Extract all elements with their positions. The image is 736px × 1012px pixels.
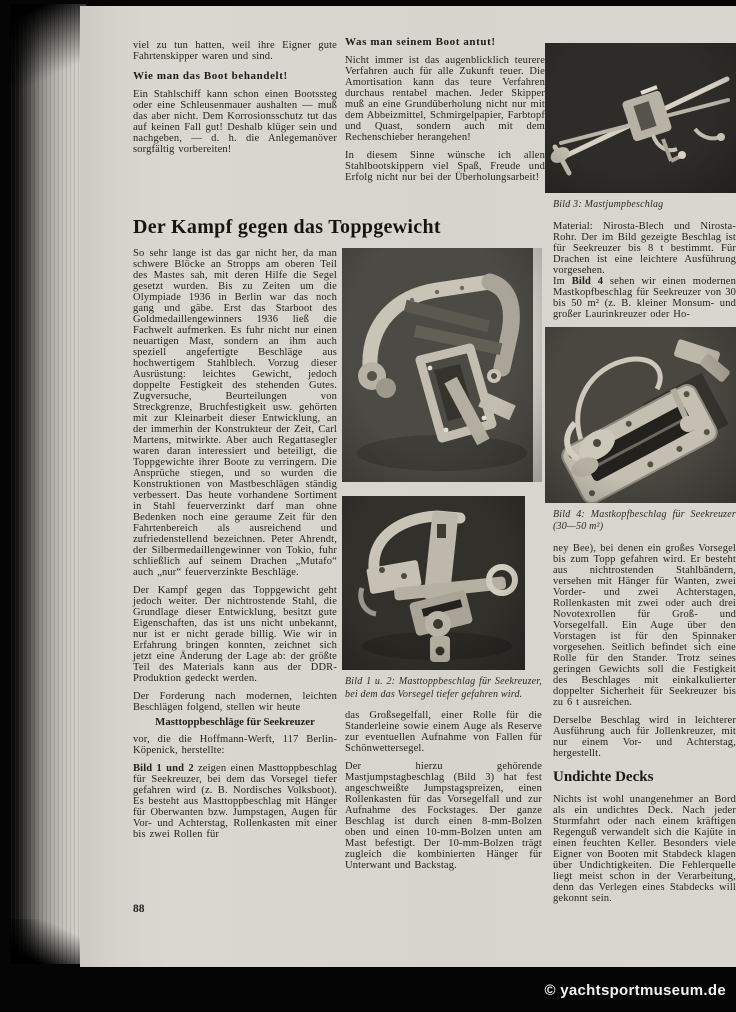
heading-wie-man-das-boot-behandelt: Wie man das Boot behandelt! <box>133 70 288 82</box>
para-stahlschiff: Ein Stahlschiff kann schon einen Bootssteg oder eine Schleusenmauer aushalten — muß das aber nicht. Dem Korrosionsschutz tut das auf keinen Fall gut! Deshalb klüger sein und nachgeben, — d. h. die Anlegemanöver sorgfältig vorbereiten! <box>133 89 337 155</box>
column-3 <box>545 43 736 911</box>
subheading-masttoppbeschlaege: Masttoppbeschläge für Seekreuzer <box>155 716 315 728</box>
watermark-yachtsportmuseum: © yachtsportmuseum.de <box>544 982 726 999</box>
para-in-diesem-sinne: In diesem Sinne wünsche ich allen Stahlbootskippern viel Spaß, Freude und Erfolg nicht nur bei der Überholungsarbeit! <box>345 150 545 183</box>
bild-1-2-reference: Bild 1 und 2 <box>133 763 194 774</box>
column-2-main <box>342 248 542 878</box>
heading-was-man-seinem-boot-antut: Was man seinem Boot antut! <box>345 36 496 48</box>
article-headline: Der Kampf gegen das Toppgewicht <box>133 216 441 238</box>
para-im-bild-4-text: sehen wir einen modernen Mastkopfbeschlag für Seekreuzer von 30 bis 50 m² (z. B. kleiner Monsum- und großer Laurinkreuzer oder Ho- <box>553 275 736 320</box>
para-bild-1-und-2-text: zeigen einen Masttoppbeschlag für Seekreuzer, bei dem das Vorsegel tiefer gefahren wird (z. B. Nordisches Volksboot). Es besteht aus Masttoppbeschlag mit Hänger für Oberwanten bzw. Jumpstagen, Augen für Vor- und Achterstag, Rollenkasten mit einer bis zwei Rollen für <box>133 763 337 840</box>
figure-3-illustration <box>545 43 736 193</box>
figure-1-illustration <box>342 248 533 482</box>
para-bild-1-und-2 <box>133 763 337 840</box>
para-derselbe-beschlag: Derselbe Beschlag wird in leichterer Ausführung auch für Jollenkreuzer, mit nur einem Vor- und Achterstag, hergestellt. <box>553 714 736 759</box>
para-undichtes-deck: Nichts ist wohl unangenehmer an Bord als ein undichtes Deck. Nach jeder Sturmfahrt oder nach einem kräftigen Regenguß verwandelt sich die Kajüte in einen feuchten Keller. Besonders viele Eigner von Booten mit Stabdeck klagen über Undichtigkeiten. Die Fehlerquelle liegt meist schon in der Verarbeitung, denn das Verlegen eines Stabdecks will gekonnt sein. <box>553 793 736 904</box>
figure-2-photo-masttoppbeschlag <box>342 496 525 670</box>
para-ney-bee: ney Bee), bei denen ein großes Vorsegel bis zum Topp gefahren wird. Er besteht aus nichtrostenden Stahlbändern, versehen mit Hänger für Wanten, zwei Vorder- und zwei Achterstagen, Rollenkasten mit zwei oder auch drei Novotexrollen für Groß- und Vorsegelfall. Ein Auge über den Vorstagen ist für den Spinnaker vorgesehen. Seitlich befindet sich eine Rolle für den Stander. Trotz seines geringen Gewichts soll die Festigkeit des Beschlages mit einkalkulierter doppelter Sicherheit für Seekreuzer bis zu 6 t ausreichen. <box>553 542 736 708</box>
caption-figure-3: Bild 3: Mastjumpbeschlag <box>553 199 664 210</box>
heading-undichte-decks: Undichte Decks <box>553 768 654 785</box>
para-nicht-immer: Nicht immer ist das augenblicklich teurere Verfahren auch für alle Zukunft teuer. Die Amortisation kann das teure Verfahren durchaus rentabel machen. Jeder Skipper muß an eine Grundüberholung nicht nur mit dem Abbeizmittel, Schmirgelpapier, Farbtopf und Quast, sondern auch mit dem Rechenschieber herangehen! <box>345 55 545 143</box>
book-page-edges <box>10 4 86 964</box>
column-1-top <box>133 40 337 162</box>
column-2-top <box>345 36 545 190</box>
figure-2-illustration <box>342 496 525 670</box>
figure-1-photo-masttoppbeschlag <box>342 248 542 482</box>
bild-4-reference: Bild 4 <box>571 275 604 287</box>
para-im-bild-4-pre: Im <box>553 275 572 287</box>
para-grosssegelfall: das Großsegelfall, einer Rolle für die Standerleine sowie einem Auge als Reserve zur eventuellen Aufnahme von Fallen für Schönwettersegel. <box>345 710 542 754</box>
figure-3-photo-mastjumpbeschlag <box>545 43 736 193</box>
para-so-sehr-lange: So sehr lange ist das gar nicht her, da man schwere Blöcke an Stropps am oberen Teil des Mastes sah, mit deren Hilfe die Segel gesetzt wurden. Bis zu Zeiten um die Olympiade 1936 in Berlin war das noch gang und gäbe. Erst das Starboot des Goldmedaillengewinners 1936 ließ die Fachwelt aufmerken. Es fuhr nicht nur einen neuartigen Mast, sondern an ihm auch speziell angefertigte Beschläge aus hochwertigem Stahlblech. Vorzug dieser Ausrüstung: leichtes Gewicht, jedoch doppelte Festigkeit des stehenden Gutes. Zugversuche, Beurteilungen von Streckgrenze, Bruchfestigkeit usw. gehörten mit zur Kleinarbeit dieser Entwicklung, an der immerhin der Konstrukteur der Zeit, Carl Martens, mitwirkte. Aber auch Regattasegler waren daran interessiert und beteiligt, die Toppgewichte ihrer Boote zu verringern. Die Ansprüche stiegen, und so wurden die Konstruktionen von Mastbeschlägen ständig verbessert. Das heute vorhandene Sortiment in Stahl feuerverzinkt darf man ohne Bedenken noch eine geraume Zeit für den Fahrtenbereich als ausreichend und zufriedenstellend bezeichnen. Peter Ahrendt, der Silbermedaillengewinner von Tokio, fuhr schließlich auf seinem Drachen „Mutafo“ auch „nur“ feuerverzinkte Beschläge. <box>133 248 337 578</box>
figure-4-illustration <box>545 327 736 503</box>
para-kampf-geht-weiter: Der Kampf gegen das Toppgewicht geht jedoch weiter. Der nichtrostende Stahl, die Grundlage dieser Entwicklung, besitzt gute Eigenschaften, das ist uns nicht unbekannt, nur ist er nicht gerade billig. Wie wir in Erfahrung bringen konnten, zeichnet sich jetzt eine Änderung der Lage ab: der größte Teil des Materials kann aus der DDR-Produktion gedeckt werden. <box>133 585 337 684</box>
para-material-nirosta: Material: Nirosta-Blech und Nirosta-Rohr. Der im Bild gezeigte Beschlag ist für Seekreuzer bis 8 t bestimmt. Für Drachen ist eine leichtere Ausführung vorgesehen. <box>553 220 736 276</box>
figure-4-photo-mastkopfbeschlag <box>545 327 736 503</box>
page-number: 88 <box>133 903 145 915</box>
magazine-page <box>80 6 736 967</box>
column-1-main <box>133 248 337 847</box>
para-forderung: Der Forderung nach modernen, leichten Beschlägen folgend, stellen wir heute <box>133 691 337 713</box>
para-hoffmann-werft: vor, die die Hoffmann-Werft, 117 Berlin-Köpenick, herstellte: <box>133 734 337 756</box>
para-im-bild-4 <box>553 276 736 320</box>
para-mastjumpstagbeschlag: Der hierzu gehörende Mastjumpstagbeschlag (Bild 3) hat fest angeschweißte Jumpstagspreizen, einen Rollenkasten für das Vorsegelfall und zur Aufnahme des Fockstages. Der ganze Beschlag ist durch einen 8-mm-Bolzen oben und einen 10-mm-Bolzen unten am Mast befestigt. Der 10-mm-Bolzen trägt zugleich die kombinierten Hänger für Unterwant und Backstag. <box>345 761 542 871</box>
caption-figure-1-2: Bild 1 u. 2: Masttoppbeschlag für Seekreuzer, bei dem das Vorsegel tiefer gefahren wird. <box>345 676 542 700</box>
caption-figure-4: Bild 4: Mastkopfbeschlag für Seekreuzer (30—50 m²) <box>553 508 736 532</box>
para-col1-opening: viel zu tun hatten, weil ihre Eigner gute Fahrtenskipper waren und sind. <box>133 40 337 62</box>
